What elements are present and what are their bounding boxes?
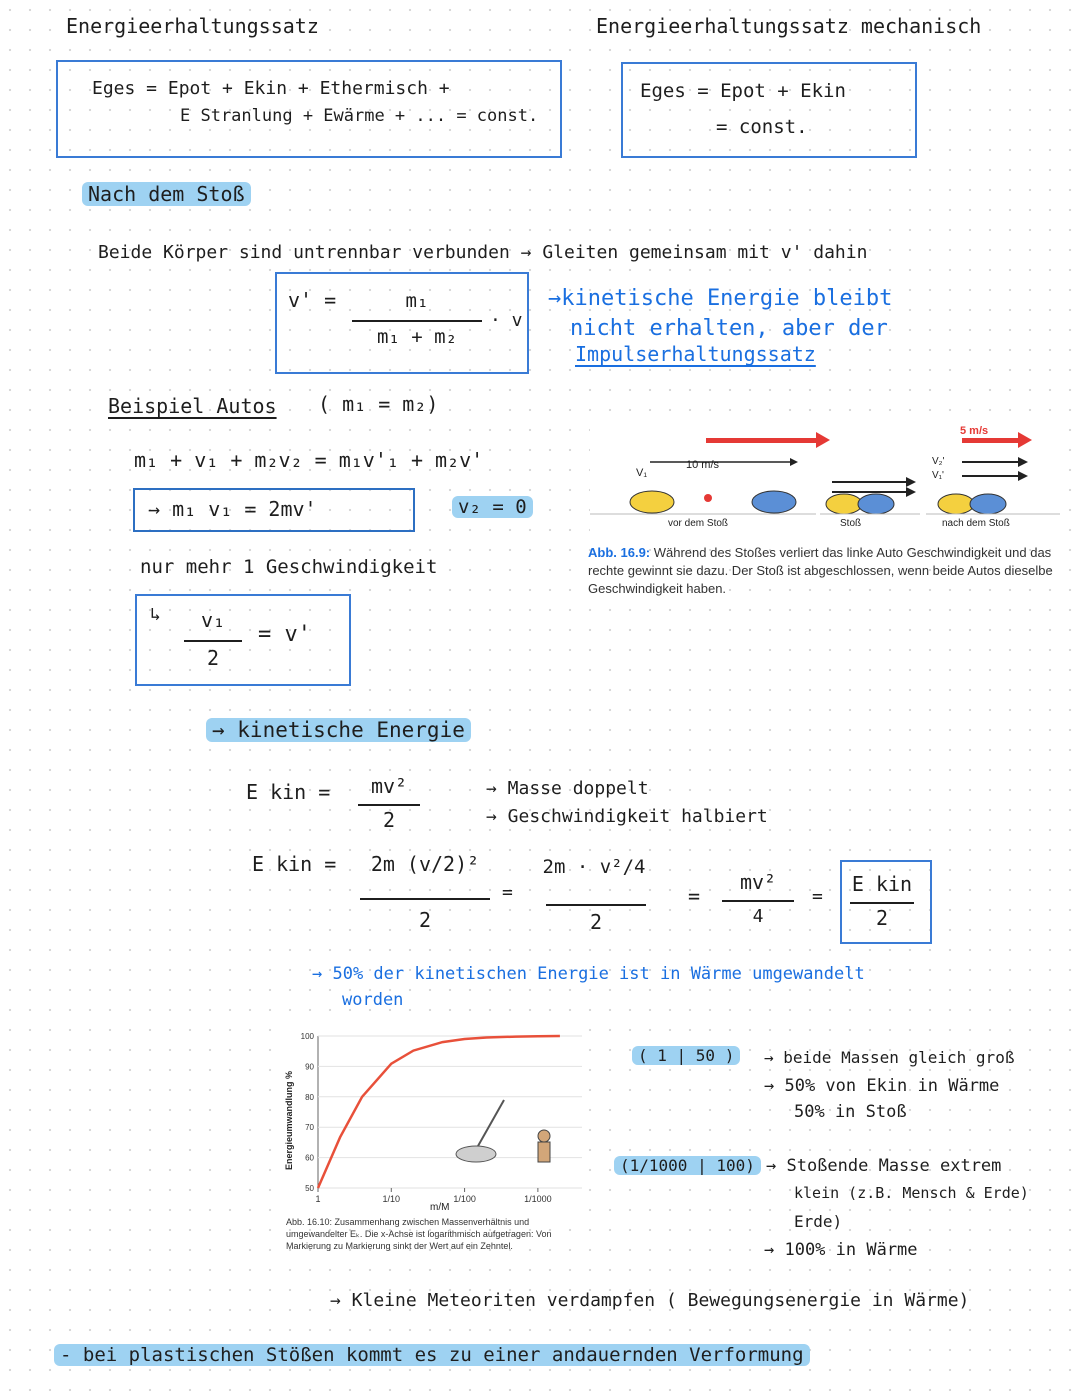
meteor-note: → Kleine Meteoriten verdampfen ( Bewegungsenergie in Wärme) [330, 1290, 970, 1311]
car-yellow-after [938, 494, 974, 514]
impact-illustration [456, 1146, 496, 1162]
car-blue-after [970, 494, 1006, 514]
result-box [135, 594, 351, 686]
ratio-1-1000-line3: Erde) [794, 1212, 843, 1231]
energy-conversion-chart [282, 1028, 588, 1214]
ratio-1-1000-line1: → Stoßende Masse extrem [766, 1156, 1002, 1176]
momentum-equation: m₁ + v₁ + m₂v₂ = m₁v'₁ + m₂v' [134, 448, 484, 472]
momentum-result-eq: → m₁ v₁ = 2mv' [148, 497, 317, 521]
chart-ytick-label: 50 [305, 1184, 314, 1193]
chart-ytick-label: 90 [305, 1062, 314, 1072]
label-v1: V₁ [636, 467, 648, 479]
formula-fraction-line [352, 320, 482, 322]
caption-fig-16-10: Abb. 16.10: Zusammenhang zwischen Massenverhältnis und umgewandelter Eₖ. Die x-Achse ist logarithmisch aufgetragen: Von Markierung zu Markierung sinkt der Wert auf ein Zehntel. [286, 1217, 552, 1251]
result-rhs: = v' [258, 622, 311, 647]
car-yellow-before [630, 491, 674, 513]
result-arrow: ↳ [150, 604, 161, 625]
note-kinetic-not-conserved-1: →kinetische Energie bleibt [548, 286, 893, 311]
label-before: vor dem Stoß [668, 518, 729, 529]
label-v2-prime: V₂' [932, 456, 945, 467]
chart-ytick-label: 70 [305, 1123, 314, 1133]
arrow-before-red [706, 438, 816, 443]
step3-numerator: mv² [739, 870, 777, 894]
chart-xtick-label: 1 [315, 1194, 321, 1204]
chart-ytick-label: 80 [305, 1092, 314, 1102]
v2-zero-badge: v₂ = 0 [452, 496, 533, 518]
ekin-denominator: 2 [382, 808, 396, 832]
equals-1: = [502, 882, 513, 903]
energy-mechanical-line2: = const. [716, 116, 808, 138]
energy-total-line2: E Stranlung + Ewärme + ... = const. [180, 106, 539, 126]
note-momentum-conservation: Impulserhaltungssatz [575, 342, 816, 366]
energy-total-line1: Eges = Epot + Ekin + Ethermisch + [92, 78, 450, 99]
title-energy-conservation: Energieerhaltungssatz [66, 14, 319, 38]
note-mass-double: → Masse doppelt [486, 778, 649, 799]
only-one-speed: nur mehr 1 Geschwindigkeit [140, 556, 438, 578]
step2-numerator: 2m · v²/4 [542, 856, 646, 878]
ekin2-label: E kin = [252, 852, 337, 876]
label-during: Stoß [840, 518, 862, 529]
conclusion-worden: worden [342, 990, 404, 1010]
chart-ytick-label: 100 [300, 1032, 314, 1041]
ekin-fraction-line [358, 804, 420, 806]
chart-xtick-label: 1/10 [382, 1194, 401, 1204]
chart-ylabel: Energieumwandlung % [284, 1070, 294, 1170]
chart-xtick-label: 1/100 [453, 1194, 476, 1204]
step2-denominator: 2 [589, 910, 603, 934]
step1-denominator: 2 [418, 908, 432, 932]
title-energy-conservation-mechanical: Energieerhaltungssatz mechanisch [596, 14, 982, 38]
caption-fig-16-9-text: Während des Stoßes verliert das linke Auto Geschwindigkeit und das rechte gewinnt sie dazu. Der Stoß ist abgeschlossen, wenn beide Autos dieselbe Geschwindigkeit haben. [588, 545, 1053, 596]
ratio-1-50-line3: 50% in Stoß [794, 1102, 907, 1122]
ratio-1-1000-line2: klein (z.B. Mensch & Erde) [794, 1184, 1029, 1202]
result-fraction-line [184, 640, 242, 642]
step3-fraction-line [722, 900, 794, 902]
note-speed-halved: → Geschwindigkeit halbiert [486, 806, 768, 827]
formula-vprime-lhs: v' = [288, 288, 337, 312]
caption-fig-16-9 [588, 544, 1058, 598]
car-blue-during [858, 494, 894, 514]
formula-times-v: · v [490, 310, 523, 331]
label-speed-5: 5 m/s [960, 425, 989, 437]
step4-fraction-line [850, 902, 914, 904]
equals-2: = [688, 884, 701, 908]
energy-mechanical-box [621, 62, 917, 158]
chart-xtick-label: 1/1000 [524, 1194, 552, 1204]
heading-kinetic-energy: → kinetische Energie [206, 718, 471, 742]
heading-example-cars: Beispiel Autos [108, 394, 277, 418]
collision-illustration [590, 422, 1060, 534]
result-numerator: v₁ [200, 608, 226, 632]
ekin-numerator: mv² [370, 774, 408, 798]
heading-after-collision: Nach dem Stoß [82, 182, 251, 206]
chart-xlabel: m/M [430, 1202, 450, 1213]
energy-mechanical-line1: Eges = Epot + Ekin [640, 80, 846, 102]
sentence-bodies-joined: Beide Körper sind untrennbar verbunden → Gleiten gemeinsam mit v' dahin [98, 242, 868, 263]
step2-fraction-line [546, 904, 646, 906]
person-illustration [538, 1130, 550, 1142]
ratio-1-1000-tag: (1/1000 | 100) [614, 1156, 761, 1175]
ratio-1-50-line1: → beide Massen gleich groß [764, 1048, 1015, 1067]
ratio-1-1000-line4: → 100% in Wärme [764, 1240, 918, 1260]
step3-denominator: 4 [752, 906, 764, 927]
step1-numerator: 2m (v/2)² [370, 852, 480, 876]
ratio-1-50-tag: ( 1 | 50 ) [632, 1046, 740, 1065]
step4-denominator: 2 [875, 906, 889, 930]
step1-fraction-line [360, 898, 490, 900]
result-denominator: 2 [206, 646, 220, 670]
equals-3: = [812, 886, 823, 907]
plastic-collision-note: - bei plastischen Stößen kommt es zu einer andauernden Verformung [54, 1344, 810, 1366]
car-blue-before [752, 491, 796, 513]
car-yellow-during [826, 494, 862, 514]
label-after: nach dem Stoß [942, 518, 1010, 529]
note-kinetic-not-conserved-2: nicht erhalten, aber der [570, 316, 888, 341]
label-v1-prime: V₁' [932, 470, 944, 481]
example-condition: ( m₁ = m₂) [318, 392, 439, 416]
label-speed-10: 10 m/s [686, 459, 720, 471]
caption-fig-16-9-tag: Abb. 16.9: [588, 545, 651, 560]
conclusion-50-percent: → 50% der kinetischen Energie ist in Wärme umgewandelt [312, 964, 865, 984]
formula-numerator: m₁ [405, 290, 429, 312]
ekin-label: E kin = [246, 780, 331, 804]
step4-numerator: E kin [851, 872, 913, 896]
ratio-1-50-line2: → 50% von Ekin in Wärme [764, 1076, 1000, 1096]
chart-ytick-label: 60 [305, 1153, 314, 1163]
formula-denominator: m₁ + m₂ [376, 326, 458, 348]
